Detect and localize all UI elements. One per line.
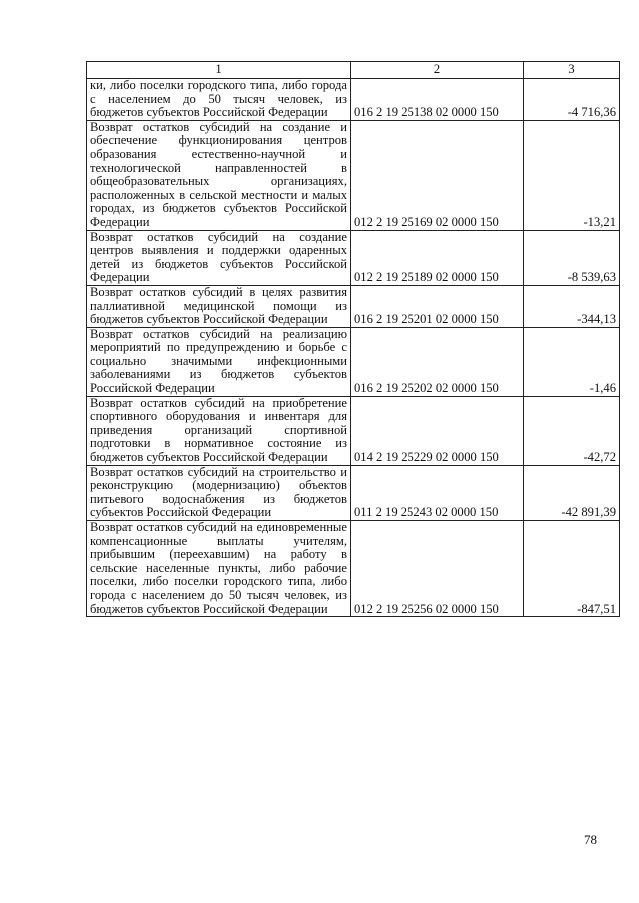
row-amount: -1,46	[524, 327, 620, 396]
row-code: 016 2 19 25201 02 0000 150	[351, 285, 524, 327]
row-description: ки, либо поселки городского типа, либо города с населением до 50 тысяч человек, из бюджетов субъектов Российской Федерации	[87, 79, 351, 121]
row-amount: -344,13	[524, 285, 620, 327]
table-row	[87, 327, 620, 396]
row-code: 012 2 19 25169 02 0000 150	[351, 120, 524, 230]
row-description: Возврат остатков субсидий на создание центров выявления и поддержки одаренных детей из бюджетов субъектов Российской Федерации	[87, 230, 351, 285]
row-code: 014 2 19 25229 02 0000 150	[351, 396, 524, 465]
row-code: 012 2 19 25189 02 0000 150	[351, 230, 524, 285]
row-amount: -42,72	[524, 396, 620, 465]
row-amount: -13,21	[524, 120, 620, 230]
row-code: 016 2 19 25202 02 0000 150	[351, 327, 524, 396]
row-description: Возврат остатков субсидий в целях развития паллиативной медицинской помощи из бюджетов субъектов Российской Федерации	[87, 285, 351, 327]
column-header-1: 1	[87, 62, 351, 79]
row-amount: -42 891,39	[524, 465, 620, 520]
row-description: Возврат остатков субсидий на строительство и реконструкцию (модернизацию) объектов питьевого водоснабжения из бюджетов субъектов Российской Федерации	[87, 465, 351, 520]
table-row	[87, 396, 620, 465]
table-row	[87, 120, 620, 230]
table-row	[87, 521, 620, 617]
row-code: 012 2 19 25256 02 0000 150	[351, 521, 524, 617]
row-description: Возврат остатков субсидий на приобретение спортивного оборудования и инвентаря для приведения организаций спортивной подготовки в нормативное состояние из бюджетов субъектов Российской Федерации	[87, 396, 351, 465]
table-row	[87, 285, 620, 327]
row-description: Возврат остатков субсидий на создание и обеспечение функционирования центров образования естественно-научной и технологической направленностей в общеобразовательных организациях, расположенных в сельской местности и малых городах, из бюджетов субъектов Российской Федерации	[87, 120, 351, 230]
row-description: Возврат остатков субсидий на единовременные компенсационные выплаты учителям, прибывшим (переехавшим) на работу в сельские населенные пункты, либо рабочие поселки, либо поселки городского типа, либо города с населением до 50 тысяч человек, из бюджетов субъектов Российской Федерации	[87, 521, 351, 617]
row-amount: -8 539,63	[524, 230, 620, 285]
row-code: 016 2 19 25138 02 0000 150	[351, 79, 524, 121]
table-row	[87, 230, 620, 285]
row-description: Возврат остатков субсидий на реализацию мероприятий по предупреждению и борьбе с социально значимыми инфекционными заболеваниями из бюджетов субъектов Российской Федерации	[87, 327, 351, 396]
header-row	[87, 62, 620, 79]
row-amount: -847,51	[524, 521, 620, 617]
row-amount: -4 716,36	[524, 79, 620, 121]
column-header-2: 2	[351, 62, 524, 79]
table-row	[87, 79, 620, 121]
page-number: 78	[584, 832, 597, 847]
column-header-3: 3	[524, 62, 620, 79]
table-row	[87, 465, 620, 520]
budget-table	[86, 61, 620, 617]
row-code: 011 2 19 25243 02 0000 150	[351, 465, 524, 520]
